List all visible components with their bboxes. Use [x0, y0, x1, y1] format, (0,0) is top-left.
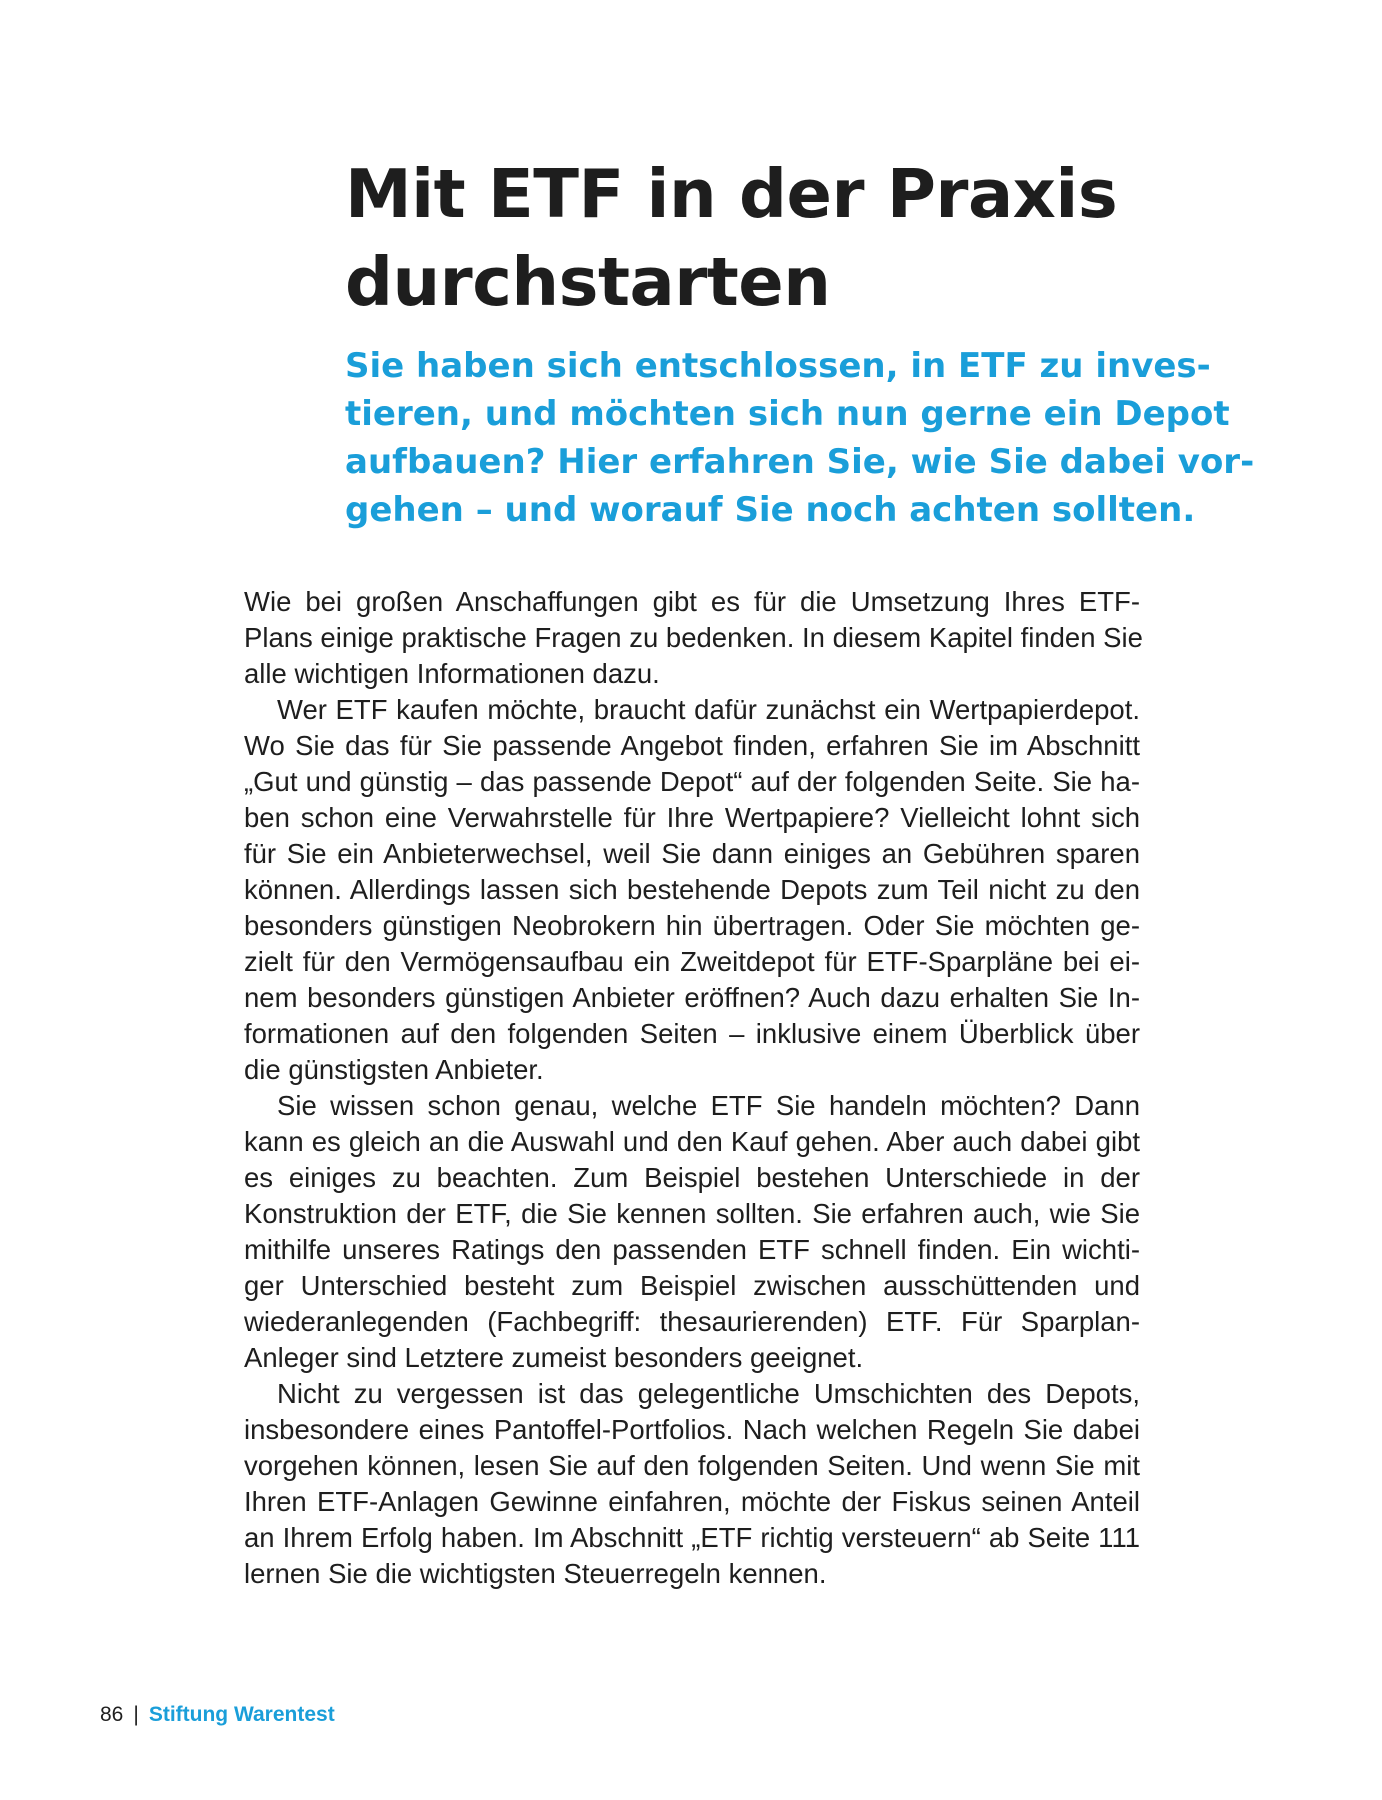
body-text [244, 584, 1143, 1592]
body-line: Anleger sind Letztere zumeist besonders geeignet. [244, 1342, 864, 1373]
body-line: ben schon eine Verwahrstelle für Ihre Wertpapiere? Vielleicht lohnt sich [244, 802, 1140, 833]
body-line: Wie bei großen Anschaffungen gibt es für die Umsetzung Ihres ETF- [244, 586, 1140, 617]
page-number: 86 [100, 1703, 124, 1726]
body-line: alle wichtigen Informationen dazu. [244, 658, 660, 689]
body-line: kann es gleich an die Auswahl und den Kauf gehen. Aber auch dabei gibt [244, 1126, 1140, 1157]
body-line: lernen Sie die wichtigsten Steuerregeln kennen. [244, 1558, 827, 1589]
lead-line: gehen – und worauf Sie noch achten sollten. [345, 490, 1196, 530]
chapter-title-line-2: durchstarten [345, 243, 831, 321]
lead-line: aufbauen? Hier erfahren Sie, wie Sie dabei vor- [345, 442, 1255, 482]
body-line: die günstigsten Anbieter. [244, 1054, 544, 1085]
body-line: Nicht zu vergessen ist das gelegentliche Umschichten des Depots, [277, 1378, 1140, 1409]
lead-line: Sie haben sich entschlossen, in ETF zu inves- [345, 346, 1211, 386]
body-line: Konstruktion der ETF, die Sie kennen sollten. Sie erfahren auch, wie Sie [244, 1198, 1140, 1229]
publisher-name: Stiftung Warentest [148, 1703, 335, 1726]
body-line: insbesondere eines Pantoffel-Portfolios. Nach welchen Regeln Sie dabei [244, 1414, 1140, 1445]
body-line: formationen auf den folgenden Seiten – inklusive einem Überblick über [244, 1018, 1140, 1049]
body-line: Sie wissen schon genau, welche ETF Sie handeln möchten? Dann [277, 1090, 1140, 1121]
chapter-title [345, 150, 1245, 326]
body-line: Ihren ETF-Anlagen Gewinne einfahren, möchte der Fiskus seinen Anteil [244, 1486, 1140, 1517]
body-line: Wer ETF kaufen möchte, braucht dafür zunächst ein Wertpapierdepot. [277, 694, 1140, 725]
body-line: „Gut und günstig – das passende Depot“ auf der folgenden Seite. Sie ha- [244, 766, 1140, 797]
chapter-title-line-1: Mit ETF in der Praxis [345, 155, 1118, 233]
body-line: können. Allerdings lassen sich bestehende Depots zum Teil nicht zu den [244, 874, 1140, 905]
body-line: mithilfe unseres Ratings den passenden ETF schnell finden. Ein wichti- [244, 1234, 1140, 1265]
body-line: an Ihrem Erfolg haben. Im Abschnitt „ETF richtig versteuern“ ab Seite 111 [244, 1522, 1140, 1553]
body-line: zielt für den Vermögensaufbau ein Zweitdepot für ETF-Sparpläne bei ei- [244, 946, 1140, 977]
lead-paragraph [345, 342, 1255, 534]
body-line: nem besonders günstigen Anbieter eröffnen? Auch dazu erhalten Sie In- [244, 982, 1140, 1013]
lead-line: tieren, und möchten sich nun gerne ein Depot [345, 394, 1230, 434]
body-line: Plans einige praktische Fragen zu bedenken. In diesem Kapitel finden Sie [244, 622, 1143, 653]
body-line: wiederanlegenden (Fachbegriff: thesaurierenden) ETF. Für Sparplan- [244, 1306, 1140, 1337]
body-line: Wo Sie das für Sie passende Angebot finden, erfahren Sie im Abschnitt [244, 730, 1140, 761]
footer-separator: | [133, 1703, 139, 1726]
page-footer [100, 1702, 335, 1728]
body-line: vorgehen können, lesen Sie auf den folgenden Seiten. Und wenn Sie mit [244, 1450, 1140, 1481]
body-line: besonders günstigen Neobrokern hin übertragen. Oder Sie möchten ge- [244, 910, 1140, 941]
body-line: für Sie ein Anbieterwechsel, weil Sie dann einiges an Gebühren sparen [244, 838, 1140, 869]
body-line: es einiges zu beachten. Zum Beispiel bestehen Unterschiede in der [244, 1162, 1140, 1193]
body-line: ger Unterschied besteht zum Beispiel zwischen ausschüttenden und [244, 1270, 1140, 1301]
